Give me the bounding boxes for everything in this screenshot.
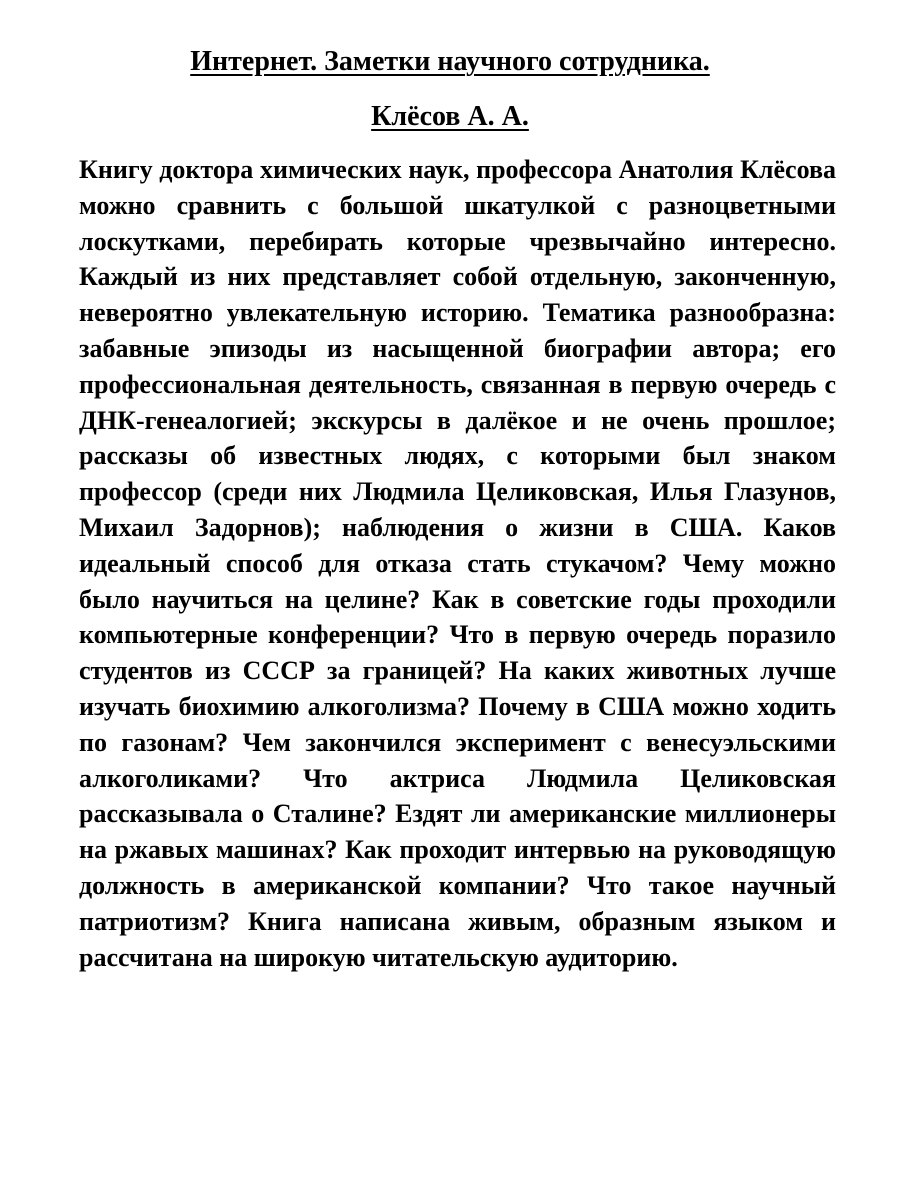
document-title: Интернет. Заметки научного сотрудника. — [190, 46, 710, 77]
document-author: Клёсов А. А. — [371, 101, 529, 132]
annotation-paragraph: Книгу доктора химических наук, профессора Анатолия Клёсова можно сравнить с большой шкатулкой с разноцветными лоскутками, перебирать которые чрезвычайно интересно. Каждый из них представляет собой отдельную, законченную, невероятно увлекательную историю. Тематика разнообразна: забавные эпизоды из насыщенной биографии автора; его профессиональная деятельность, связанная в первую очередь с ДНК-генеалогией; экскурсы в далёкое и не очень прошлое; рассказы об известных людях, с которыми был знаком профессор (среди них Людмила Целиковская, Илья Глазунов, Михаил Задорнов); наблюдения о жизни в США. Каков идеальный способ для отказа стать стукачом? Чему можно было научиться на целине? Как в советские годы проходили компьютерные конференции? Что в первую очередь поразило студентов из СССР за границей? На каких животных лучше изучать биохимию алкоголизма? Почему в США можно ходить по газонам? Чем закончился эксперимент с венесуэльскими алкоголиками? Что актриса Людмила Целиковская рассказывала о Сталине? Ездят ли американские миллионеры на ржавых машинах? Как проходит интервью на руководящую должность в американской компании? Что такое научный патриотизм? Книга написана живым, образным языком и рассчитана на широкую читательскую аудиторию. — [79, 155, 836, 972]
